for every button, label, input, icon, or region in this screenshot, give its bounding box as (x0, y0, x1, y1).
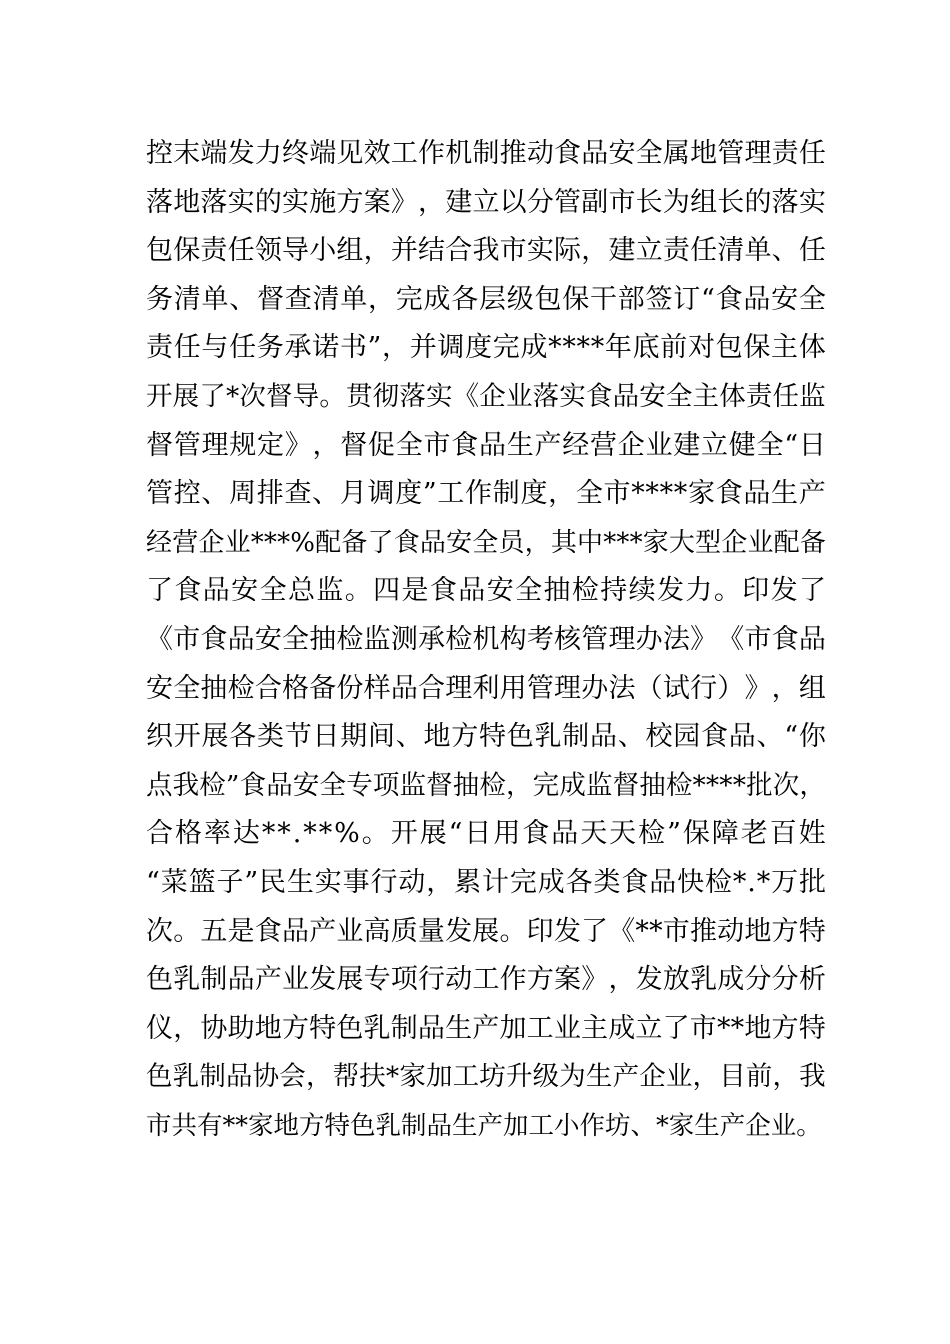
text-line: 责 任 与 任 务 承 诺 书 ” ， 并 调 度 完 成 * * * * 年 底 前 对 包 保 主 体 (146, 332, 826, 364)
text-line: 了 食 品 安 全 总 监 。 四 是 食 品 安 全 抽 检 持 续 发 力 。 印 发 了 (146, 575, 826, 607)
text-line: 织 开 展 各 类 节 日 期 间 、 地 方 特 色 乳 制 品 、 校 园 食 品 、 “ 你 (146, 721, 826, 753)
text-line: 点 我 检 ” 食 品 安 全 专 项 监 督 抽 检 ， 完 成 监 督 抽 检 * * * * 批 次 ， (146, 769, 826, 801)
text-line: 包 保 责 任 领 导 小 组 ， 并 结 合 我 市 实 际 ， 建 立 责 任 清 单 、 任 (146, 235, 826, 267)
text-line: 《 市 食 品 安 全 抽 检 监 测 承 检 机 构 考 核 管 理 办 法 》 《 市 食 品 (146, 623, 826, 655)
text-line: 色 乳 制 品 协 会 ， 帮 扶 * 家 加 工 坊 升 级 为 生 产 企 业 ， 目 前 ， 我 (146, 1061, 826, 1093)
text-line: 仪 ， 协 助 地 方 特 色 乳 制 品 生 产 加 工 业 主 成 立 了 市 * * 地 方 特 (146, 1012, 826, 1044)
text-line: 次 。 五 是 食 品 产 业 高 质 量 发 展 。 印 发 了 《 * * 市 推 动 地 方 特 (146, 915, 826, 947)
text-line: “ 菜 篮 子 ” 民 生 实 事 行 动 ， 累 计 完 成 各 类 食 品 快 检 * . * 万 批 (146, 866, 826, 898)
text-line: 督 管 理 规 定 》 ， 督 促 全 市 食 品 生 产 经 营 企 业 建 立 健 全 “ 日 (146, 429, 826, 461)
text-line: 合 格 率 达 * * . * * % 。 开 展 “ 日 用 食 品 天 天 检 ” 保 障 老 百 姓 (146, 818, 826, 850)
text-line: 经 营 企 业 * * * % 配 备 了 食 品 安 全 员 ， 其 中 * * * 家 大 型 企 业 配 备 (146, 527, 826, 558)
body-text (146, 130, 826, 1150)
text-line: 落 地 落 实 的 实 施 方 案 》 ， 建 立 以 分 管 副 市 长 为 组 长 的 落 实 (146, 186, 826, 218)
text-line: 安 全 抽 检 合 格 备 份 样 品 合 理 利 用 管 理 办 法 （ 试 行 ） 》 ， 组 (146, 672, 826, 704)
text-line: 务 清 单 、 督 查 清 单 ， 完 成 各 层 级 包 保 干 部 签 订 “ 食 品 安 全 (146, 283, 826, 315)
text-line: 开 展 了 * 次 督 导 。 贯 彻 落 实 《 企 业 落 实 食 品 安 全 主 体 责 任 监 (146, 380, 826, 412)
text-line: 色 乳 制 品 产 业 发 展 专 项 行 动 工 作 方 案 》 ， 发 放 乳 成 分 分 析 (146, 964, 826, 996)
text-line: 管 控 、 周 排 查 、 月 调 度 ” 工 作 制 度 ， 全 市 * * * * 家 食 品 生 产 (146, 478, 826, 510)
text-line: 市共有**家地方特色乳制品生产加工小作坊、*家生产企业。 (146, 1110, 822, 1141)
text-line: 控 末 端 发 力 终 端 见 效 工 作 机 制 推 动 食 品 安 全 属 地 管 理 责 任 (146, 138, 826, 169)
